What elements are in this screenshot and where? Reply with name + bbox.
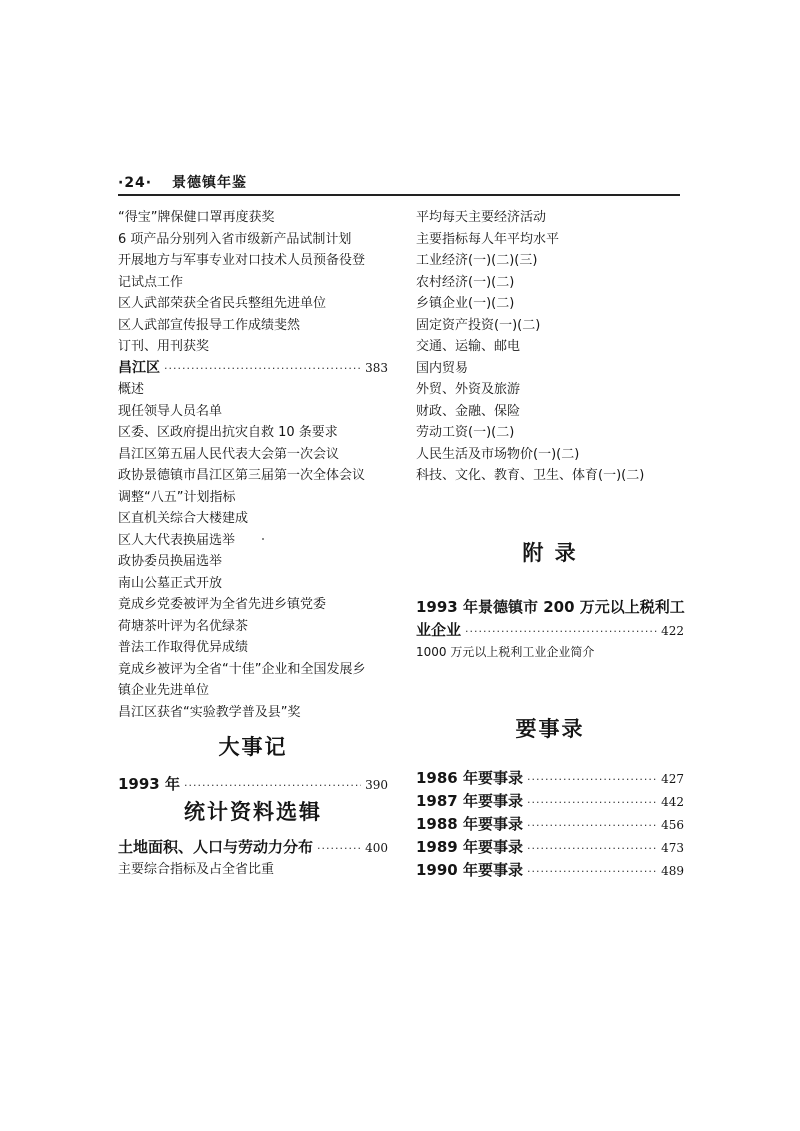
entry-label: 土地面积、人口与劳动力分布 bbox=[118, 838, 314, 856]
toc-item[interactable]: 主要指标每人年平均水平 bbox=[416, 231, 560, 247]
dot-leader bbox=[164, 358, 361, 380]
dot-leader bbox=[527, 837, 657, 860]
toc-item[interactable]: 区人大代表换届选举 bbox=[118, 532, 236, 548]
toc-item[interactable]: 平均每天主要经济活动 bbox=[416, 210, 547, 225]
left-column bbox=[118, 207, 388, 723]
section-title: 统计资料选辑 bbox=[184, 800, 322, 824]
toc-item[interactable]: 订刊、用刊获奖 bbox=[118, 339, 210, 354]
header-rule bbox=[118, 194, 680, 196]
toc-item[interactable]: 乡镇企业(一)(二) bbox=[416, 296, 515, 311]
section-tongji bbox=[118, 796, 388, 881]
entry-label: 1989 年要事录 bbox=[416, 838, 523, 856]
entry-page: 489 bbox=[661, 864, 684, 878]
scan-speck bbox=[262, 538, 264, 540]
toc-item[interactable]: 调整“八五”计划指标 bbox=[118, 489, 236, 505]
section-dashiji bbox=[118, 731, 388, 796]
dot-leader bbox=[527, 768, 657, 791]
toc-item[interactable]: 区直机关综合大楼建成 bbox=[118, 511, 249, 526]
toc-item[interactable]: 人民生活及市场物价(一)(二) bbox=[416, 446, 580, 462]
toc-item[interactable]: 南山公墓正式开放 bbox=[118, 575, 223, 591]
toc-item[interactable]: 开展地方与军事专业对口技术人员预备役登 bbox=[118, 253, 366, 268]
toc-item[interactable]: 竟成乡被评为全省“十佳”企业和全国发展乡 bbox=[118, 661, 366, 677]
toc-item[interactable]: 现任领导人员名单 bbox=[118, 403, 223, 419]
entry-page: 473 bbox=[661, 841, 684, 855]
toc-item[interactable]: 财政、金融、保险 bbox=[416, 403, 521, 419]
entry-label: 1986 年要事录 bbox=[416, 769, 523, 787]
toc-entry-year[interactable] bbox=[416, 836, 684, 859]
section-yaoshi bbox=[416, 767, 684, 882]
dot-leader bbox=[184, 774, 361, 797]
toc-entry-line[interactable]: 1993 年景德镇市 200 万元以上税利工 bbox=[416, 598, 685, 616]
toc-entry-land[interactable] bbox=[118, 836, 388, 859]
entry-label: 1990 年要事录 bbox=[416, 861, 523, 879]
dot-leader bbox=[317, 837, 361, 860]
dot-leader bbox=[527, 791, 657, 814]
toc-item[interactable]: 科技、文化、教育、卫生、体育(一)(二) bbox=[416, 468, 645, 483]
section-title: 要事录 bbox=[515, 717, 585, 741]
entry-label: 昌江区 bbox=[118, 359, 160, 376]
toc-item[interactable]: 6 项产品分别列入省市级新产品试制计划 bbox=[118, 231, 352, 247]
toc-item[interactable]: 工业经济(一)(二)(三) bbox=[416, 253, 538, 268]
toc-item[interactable]: 外贸、外资及旅游 bbox=[416, 382, 521, 397]
section-yaoshi-title bbox=[416, 713, 684, 743]
toc-entry-year[interactable] bbox=[416, 790, 684, 813]
toc-item[interactable]: 交通、运输、邮电 bbox=[416, 339, 521, 354]
section-title: 大事记 bbox=[218, 735, 288, 759]
entry-page: 442 bbox=[661, 795, 684, 809]
dot-leader bbox=[465, 620, 657, 643]
toc-item[interactable]: 区人武部宣传报导工作成绩斐然 bbox=[118, 317, 301, 333]
dot-leader bbox=[527, 814, 657, 837]
toc-item[interactable]: 普法工作取得优异成绩 bbox=[118, 640, 249, 655]
entry-page: 456 bbox=[661, 818, 684, 832]
toc-item[interactable]: 政协委员换届选举 bbox=[118, 554, 223, 569]
entry-page: 427 bbox=[661, 772, 684, 786]
book-title: 景德镇年鉴 bbox=[172, 175, 247, 191]
toc-item[interactable]: 国内贸易 bbox=[416, 360, 469, 376]
entry-label: 1987 年要事录 bbox=[416, 792, 523, 810]
toc-item[interactable]: 劳动工资(一)(二) bbox=[416, 425, 515, 440]
toc-item[interactable]: 昌江区第五届人民代表大会第一次会议 bbox=[118, 446, 340, 462]
entry-page: 422 bbox=[661, 624, 684, 638]
toc-item[interactable]: 农村经济(一)(二) bbox=[416, 274, 515, 290]
toc-item[interactable]: 概述 bbox=[118, 382, 145, 397]
toc-entry-changjiang[interactable] bbox=[118, 358, 388, 380]
section-fulu bbox=[416, 596, 684, 664]
right-column bbox=[416, 207, 684, 487]
toc-entry-year[interactable] bbox=[416, 813, 684, 836]
toc-entry-1993[interactable] bbox=[118, 773, 388, 796]
section-fulu-title bbox=[416, 537, 684, 567]
page-number: ·24· bbox=[118, 175, 153, 191]
toc-item[interactable]: 固定资产投资(一)(二) bbox=[416, 317, 541, 333]
toc-item[interactable]: 昌江区获省“实验教学普及县”奖 bbox=[118, 704, 301, 720]
entry-page: 400 bbox=[365, 841, 388, 855]
running-header bbox=[118, 172, 247, 192]
section-title: 附 录 bbox=[522, 541, 578, 565]
toc-item[interactable]: 荷塘茶叶评为名优绿茶 bbox=[118, 618, 249, 634]
entry-page: 383 bbox=[365, 360, 388, 375]
toc-entry-fulu[interactable] bbox=[416, 619, 684, 642]
toc-item[interactable]: 1000 万元以上税利工业企业简介 bbox=[416, 645, 595, 659]
toc-item[interactable]: 区委、区政府提出抗灾自救 10 条要求 bbox=[118, 425, 338, 440]
entry-label: 1988 年要事录 bbox=[416, 815, 523, 833]
toc-item[interactable]: 竟成乡党委被评为全省先进乡镇党委 bbox=[118, 597, 327, 612]
toc-entry-year[interactable] bbox=[416, 859, 684, 882]
toc-item[interactable]: 政协景德镇市昌江区第三届第一次全体会议 bbox=[118, 468, 366, 483]
toc-item[interactable]: 主要综合指标及占全省比重 bbox=[118, 862, 275, 877]
entry-label: 业企业 bbox=[416, 621, 462, 639]
entry-page: 390 bbox=[365, 778, 388, 792]
toc-item[interactable]: 区人武部荣获全省民兵整组先进单位 bbox=[118, 296, 327, 311]
entry-label: 1993 年 bbox=[118, 775, 180, 793]
toc-item[interactable]: 镇企业先进单位 bbox=[118, 683, 210, 698]
dot-leader bbox=[527, 860, 657, 883]
toc-item[interactable]: “得宝”牌保健口罩再度获奖 bbox=[118, 210, 275, 225]
toc-item[interactable]: 记试点工作 bbox=[118, 274, 184, 290]
toc-entry-year[interactable] bbox=[416, 767, 684, 790]
